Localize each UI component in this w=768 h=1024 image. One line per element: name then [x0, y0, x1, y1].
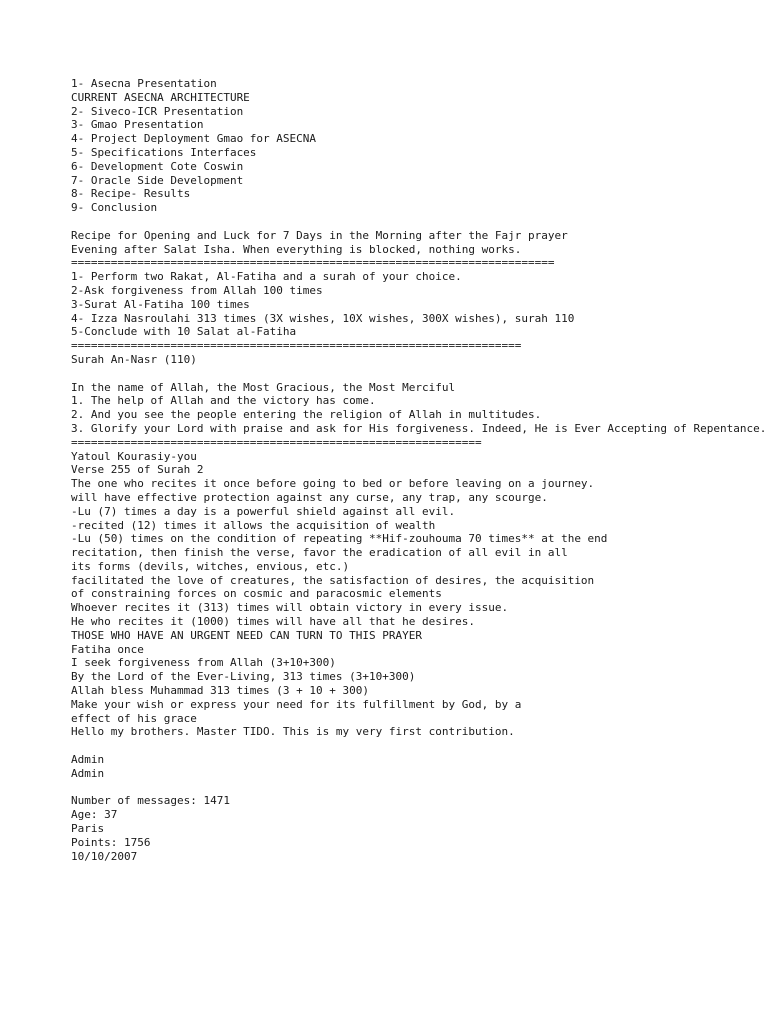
text-line: By the Lord of the Ever-Living, 313 times (3+10+300) [71, 670, 416, 684]
blank-line [71, 367, 768, 381]
text-line: Surah An-Nasr (110) [71, 352, 197, 366]
text-line: I seek forgiveness from Allah (3+10+300) [71, 656, 336, 670]
text-line: Allah bless Muhammad 313 times (3 + 10 + 300) [71, 684, 370, 698]
text-line: He who recites it (1000) times will have all that he desires. [71, 615, 475, 629]
document-text-body [71, 77, 768, 863]
text-line: 3-Surat Al-Fatiha 100 times [71, 297, 250, 311]
text-line: 5-Conclude with 10 Salat al-Fatiha [71, 325, 297, 339]
text-line: -Lu (50) times on the condition of repeating **Hif-zouhouma 70 times** at the end [71, 532, 608, 546]
text-line: CURRENT ASECNA ARCHITECTURE [71, 90, 250, 104]
text-line: 1- Perform two Rakat, Al-Fatiha and a surah of your choice. [71, 270, 462, 284]
text-line: The one who recites it once before going to bed or before leaving on a journey. [71, 477, 595, 491]
text-line: 10/10/2007 [71, 849, 138, 863]
blank-line [71, 739, 768, 753]
text-line: 7- Oracle Side Development [71, 173, 244, 187]
text-line: Verse 255 of Surah 2 [71, 463, 204, 477]
blank-line [71, 781, 768, 795]
separator-line: ============================================================== [71, 435, 482, 449]
text-line: Yatoul Kourasiy-you [71, 449, 197, 463]
text-line: Hello my brothers. Master TIDO. This is my very first contribution. [71, 725, 515, 739]
text-line: Admin [71, 766, 105, 780]
text-line: 4- Izza Nasroulahi 313 times (3X wishes, 10X wishes, 300X wishes), surah 110 [71, 311, 575, 325]
text-line: Number of messages: 1471 [71, 794, 230, 808]
text-line: Whoever recites it (313) times will obtain victory in every issue. [71, 601, 509, 615]
text-line: 4- Project Deployment Gmao for ASECNA [71, 132, 317, 146]
text-line: Recipe for Opening and Luck for 7 Days in the Morning after the Fajr prayer [71, 228, 568, 242]
text-line: THOSE WHO HAVE AN URGENT NEED CAN TURN TO THIS PRAYER [71, 628, 422, 642]
text-line: 3. Glorify your Lord with praise and ask for His forgiveness. Indeed, He is Ever Accepting of Repentance. [71, 421, 767, 435]
text-line: Make your wish or express your need for its fulfillment by God, by a [71, 697, 522, 711]
text-line: 2. And you see the people entering the religion of Allah in multitudes. [71, 408, 542, 422]
separator-line: ==================================================================== [71, 339, 522, 353]
blank-line [71, 215, 768, 229]
text-line: 3- Gmao Presentation [71, 118, 204, 132]
text-line: Evening after Salat Isha. When everything is blocked, nothing works. [71, 242, 522, 256]
text-line: recitation, then finish the verse, favor the eradication of all evil in all [71, 546, 568, 560]
text-line: 2-Ask forgiveness from Allah 100 times [71, 283, 323, 297]
text-line: Fatiha once [71, 642, 144, 656]
text-line: Admin [71, 753, 105, 767]
separator-line: ========================================================================= [71, 256, 555, 270]
text-line: -recited (12) times it allows the acquisition of wealth [71, 518, 436, 532]
text-line: In the name of Allah, the Most Gracious, the Most Merciful [71, 380, 456, 394]
text-line: 2- Siveco-ICR Presentation [71, 104, 244, 118]
text-line: 5- Specifications Interfaces [71, 145, 257, 159]
text-line: Age: 37 [71, 808, 118, 822]
text-line: facilitated the love of creatures, the satisfaction of desires, the acquisition [71, 573, 595, 587]
text-line: 6- Development Cote Coswin [71, 159, 244, 173]
text-line: 1. The help of Allah and the victory has come. [71, 394, 376, 408]
text-line: effect of his grace [71, 711, 197, 725]
text-line: Paris [71, 822, 105, 836]
text-line: its forms (devils, witches, envious, etc.) [71, 559, 350, 573]
text-line: 9- Conclusion [71, 201, 158, 215]
text-line: -Lu (7) times a day is a powerful shield against all evil. [71, 504, 456, 518]
text-line: Points: 1756 [71, 835, 151, 849]
text-line: will have effective protection against any curse, any trap, any scourge. [71, 490, 548, 504]
text-line: 8- Recipe- Results [71, 187, 191, 201]
text-line: 1- Asecna Presentation [71, 77, 217, 90]
text-line: of constraining forces on cosmic and paracosmic elements [71, 587, 442, 601]
